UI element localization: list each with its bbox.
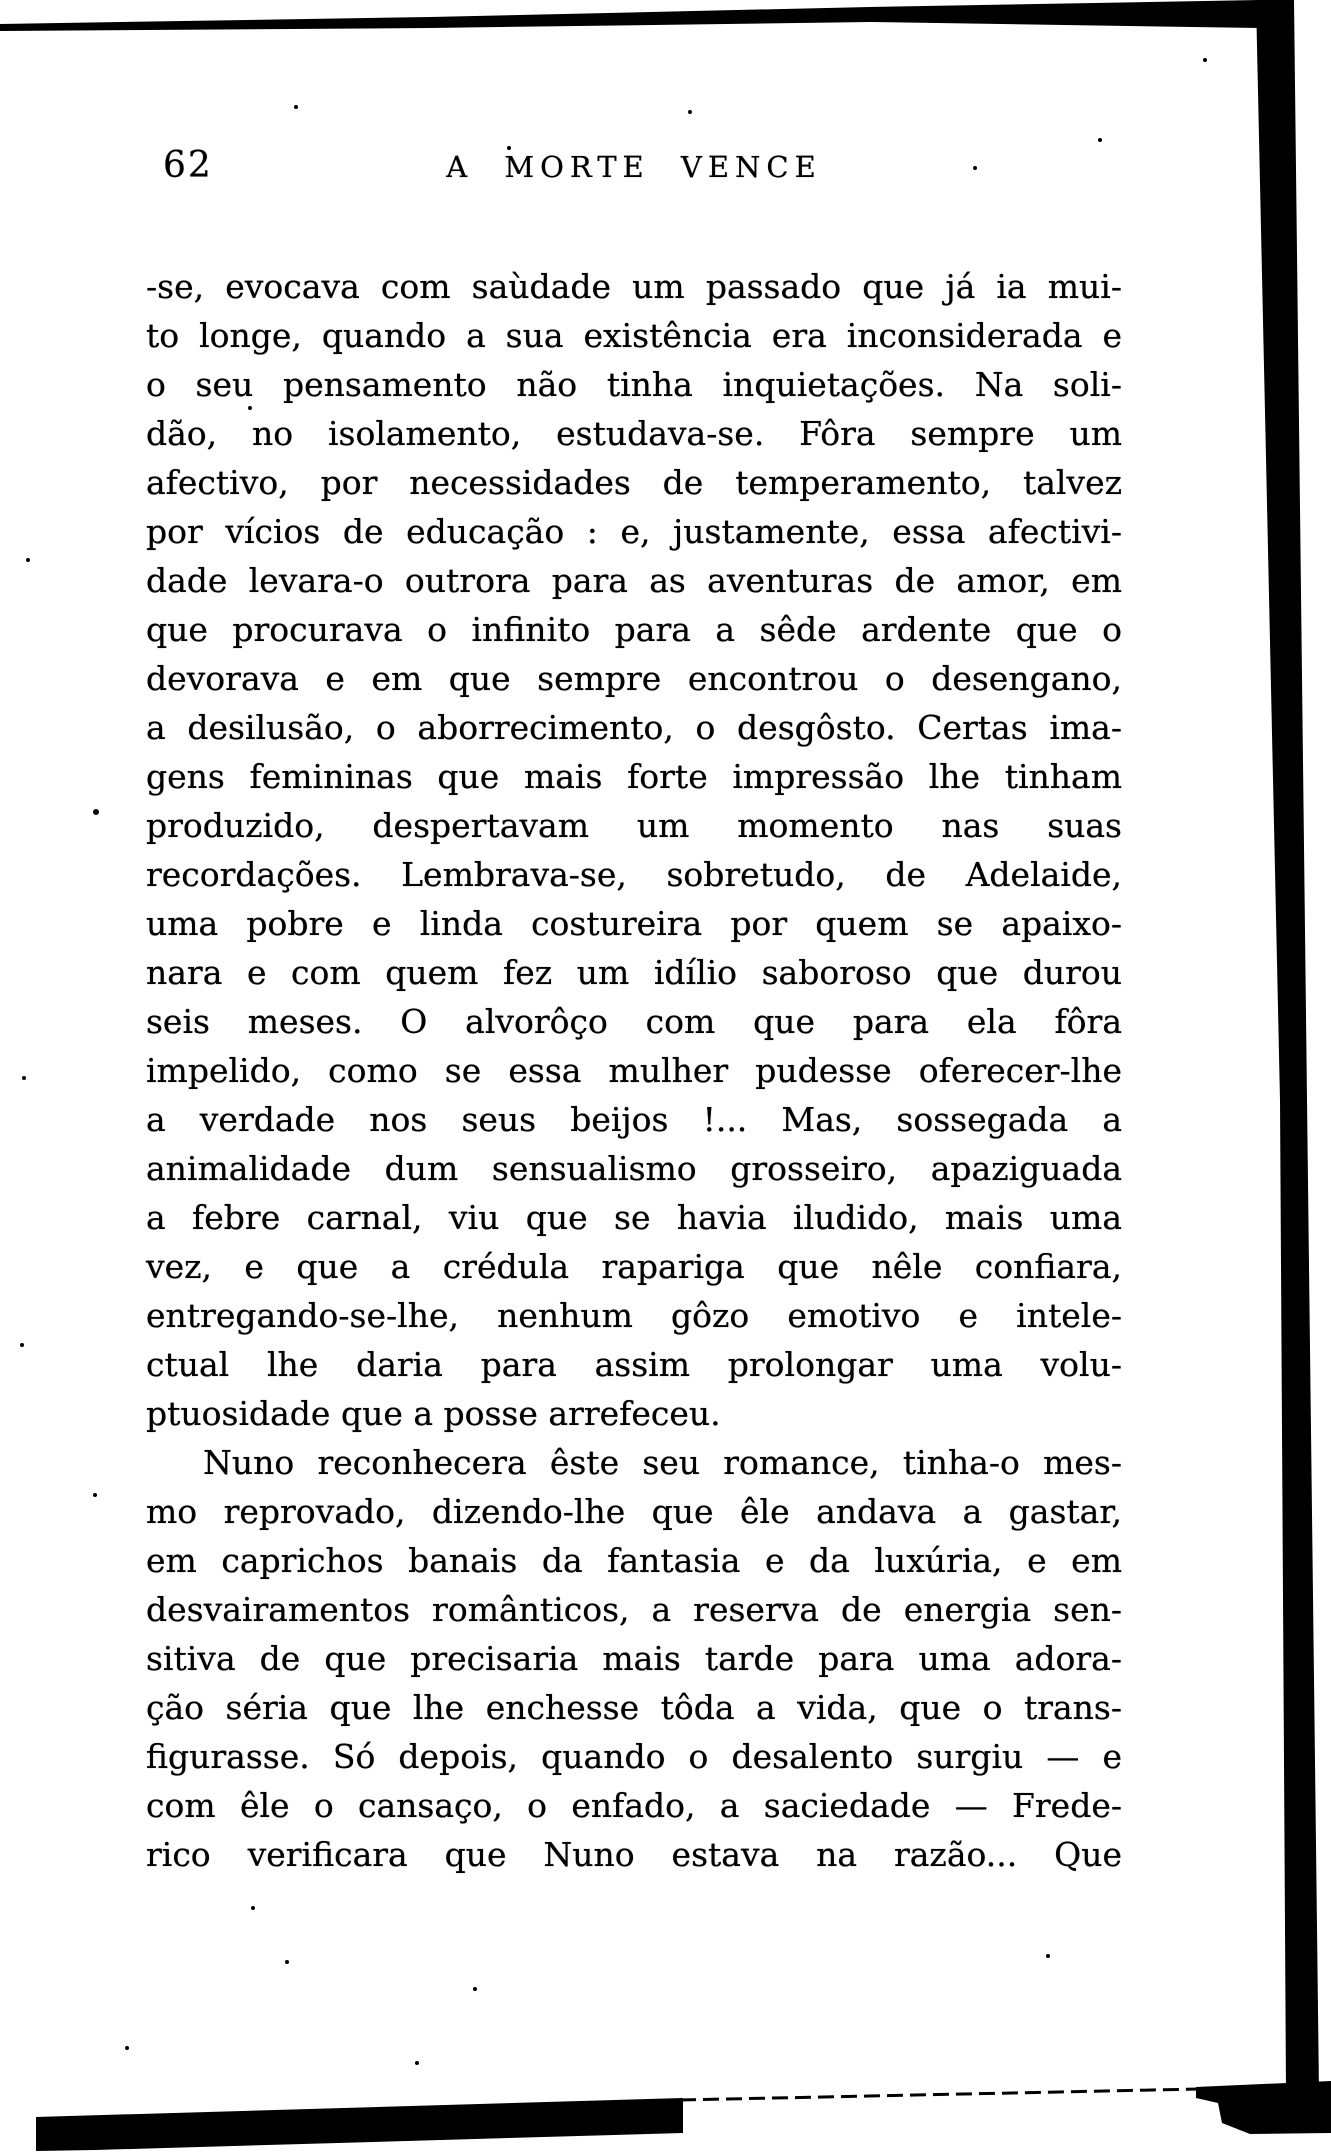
text-line: a verdade nos seus beijos !... Mas, sossegada a — [146, 1100, 1122, 1139]
text-line: animalidade dum sensualismo grosseiro, apaziguada — [146, 1149, 1122, 1188]
paragraph-2 — [146, 1438, 1122, 1879]
text-line: ção séria que lhe enchesse tôda a vida, que o trans- — [146, 1688, 1122, 1727]
running-header: A MORTE VENCE — [446, 150, 822, 184]
text-line: recordações. Lembrava-se, sobretudo, de Adelaide, — [146, 855, 1122, 894]
text-line: impelido, como se essa mulher pudesse oferecer-lhe — [146, 1051, 1122, 1090]
text-line: devorava e em que sempre encontrou o desengano, — [146, 659, 1122, 698]
text-line: figurasse. Só depois, quando o desalento surgiu — e — [146, 1737, 1122, 1776]
page-number: 62 — [163, 145, 213, 186]
text-line: por vícios de educação : e, justamente, essa afectivi- — [146, 512, 1122, 551]
text-line: o seu pensamento não tinha inquietações. Na soli- — [146, 365, 1122, 404]
text-line: dão, no isolamento, estudava-se. Fôra sempre um — [146, 414, 1122, 453]
text-line: mo reprovado, dizendo-lhe que êle andava a gastar, — [146, 1492, 1122, 1531]
text-line: com êle o cansaço, o enfado, a saciedade — Frede- — [146, 1786, 1122, 1825]
text-line: seis meses. O alvorôço com que para ela fôra — [146, 1002, 1122, 1041]
text-line: ctual lhe daria para assim prolongar uma volu- — [146, 1345, 1122, 1384]
text-line: afectivo, por necessidades de temperamento, talvez — [146, 463, 1122, 502]
scan-corner-blob — [1196, 2081, 1331, 2134]
text-line: ptuosidade que a posse arrefeceu. — [146, 1394, 721, 1433]
text-line: dade levara-o outrora para as aventuras de amor, em — [146, 561, 1122, 600]
text-line: to longe, quando a sua existência era inconsiderada e — [146, 316, 1122, 355]
text-line: uma pobre e linda costureira por quem se apaixo- — [146, 904, 1122, 943]
scan-top-edge-line — [0, 0, 1259, 31]
text-line: que procurava o infinito para a sêde ardente que o — [146, 610, 1122, 649]
scan-bottom-wedge — [36, 2098, 683, 2151]
text-line: em caprichos banais da fantasia e da luxúria, e em — [146, 1541, 1122, 1580]
text-line: produzido, despertavam um momento nas suas — [146, 806, 1122, 845]
paragraph-1 — [146, 262, 1122, 1438]
text-line: a desilusão, o aborrecimento, o desgôsto. Certas ima- — [146, 708, 1122, 747]
text-line: a febre carnal, viu que se havia iludido, mais uma — [146, 1198, 1122, 1237]
text-line: sitiva de que precisaria mais tarde para uma adora- — [146, 1639, 1122, 1678]
text-line: Nuno reconhecera êste seu romance, tinha-o mes- — [203, 1443, 1122, 1482]
text-line: -se, evocava com saùdade um passado que já ia mui- — [146, 267, 1122, 306]
scan-gutter-band — [1256, 0, 1319, 2093]
text-line: entregando-se-lhe, nenhum gôzo emotivo e intele- — [146, 1296, 1122, 1335]
scan-bottom-line — [680, 2089, 1200, 2100]
text-line: gens femininas que mais forte impressão lhe tinham — [146, 757, 1122, 796]
text-line: vez, e que a crédula rapariga que nêle confiara, — [146, 1247, 1122, 1286]
body-text — [146, 262, 1122, 1879]
text-line: nara e com quem fez um idílio saboroso que durou — [146, 953, 1122, 992]
text-line: desvairamentos românticos, a reserva de energia sen- — [146, 1590, 1122, 1629]
text-line: rico verificara que Nuno estava na razão... Que — [146, 1835, 1122, 1874]
